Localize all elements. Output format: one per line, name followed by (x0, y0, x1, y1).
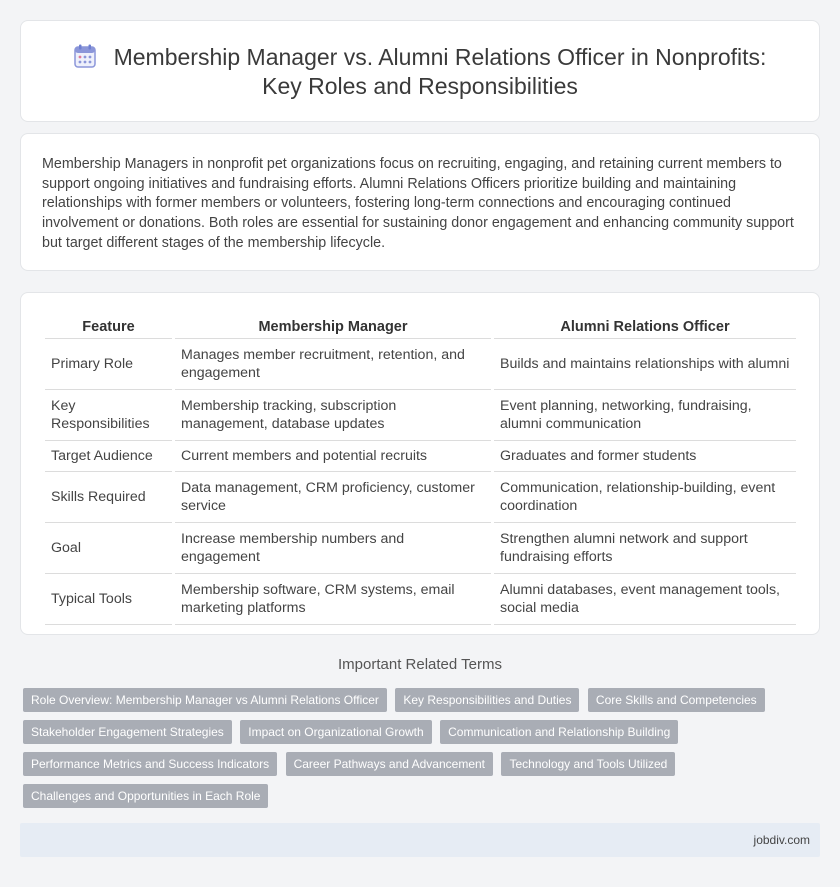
title-line-1: Membership Manager vs. Alumni Relations Officer in Nonprofits: (113, 44, 767, 70)
term-tag[interactable]: Technology and Tools Utilized (501, 752, 675, 776)
row-membership-manager: Current members and potential recruits (175, 441, 491, 472)
footer-site-link[interactable]: jobdiv.com (753, 833, 810, 847)
row-alumni-relations-officer: Strengthen alumni network and support fundraising efforts (494, 523, 796, 574)
title-line-2: Key Roles and Responsibilities (262, 73, 578, 99)
term-tag[interactable]: Stakeholder Engagement Strategies (23, 720, 232, 744)
term-tag[interactable]: Challenges and Opportunities in Each Role (23, 784, 268, 808)
row-alumni-relations-officer: Graduates and former students (494, 441, 796, 472)
term-tag[interactable]: Impact on Organizational Growth (240, 720, 431, 744)
row-feature: Key Responsibilities (45, 390, 172, 441)
row-feature: Skills Required (45, 472, 172, 523)
comparison-card (20, 292, 820, 635)
intro-paragraph: Membership Managers in nonprofit pet organizations focus on recruiting, engaging, and retaining current members to support ongoing initiatives and fundraising efforts. Alumni Relations Officers prioritize building and maintaining relationships with former members or volunteers, fostering long-term connections and encouraging continued involvement or donations. Both roles are essential for sustaining donor engagement and enhancing community support but target different stages of the membership lifecycle. (42, 156, 794, 251)
term-tag[interactable]: Career Pathways and Advancement (286, 752, 493, 776)
term-tag[interactable]: Performance Metrics and Success Indicators (23, 752, 277, 776)
intro-card (20, 133, 820, 271)
table-row (45, 523, 796, 574)
related-terms-title: Important Related Terms (338, 656, 502, 673)
term-tag[interactable]: Role Overview: Membership Manager vs Alumni Relations Officer (23, 688, 387, 712)
row-alumni-relations-officer: Builds and maintains relationships with alumni (494, 339, 796, 390)
page-title (51, 43, 789, 101)
row-membership-manager: Data management, CRM proficiency, customer service (175, 472, 491, 523)
row-membership-manager: Membership tracking, subscription management, database updates (175, 390, 491, 441)
row-membership-manager: Manages member recruitment, retention, and engagement (175, 339, 491, 390)
row-feature: Typical Tools (45, 574, 172, 625)
comparison-table (42, 317, 799, 625)
row-alumni-relations-officer: Alumni databases, event management tools, social media (494, 574, 796, 625)
row-feature: Target Audience (45, 441, 172, 472)
table-row (45, 339, 796, 390)
table-header-row (45, 317, 796, 339)
table-row (45, 472, 796, 523)
calendar-icon (74, 44, 96, 68)
row-alumni-relations-officer: Event planning, networking, fundraising, alumni communication (494, 390, 796, 441)
table-row (45, 574, 796, 625)
header-feature: Feature (45, 317, 172, 339)
row-membership-manager: Increase membership numbers and engagement (175, 523, 491, 574)
term-tag[interactable]: Key Responsibilities and Duties (395, 688, 579, 712)
row-feature: Primary Role (45, 339, 172, 390)
row-membership-manager: Membership software, CRM systems, email marketing platforms (175, 574, 491, 625)
row-feature: Goal (45, 523, 172, 574)
row-alumni-relations-officer: Communication, relationship-building, event coordination (494, 472, 796, 523)
term-tag[interactable]: Core Skills and Competencies (588, 688, 765, 712)
term-tag[interactable]: Communication and Relationship Building (440, 720, 678, 744)
header-membership-manager: Membership Manager (175, 317, 491, 339)
table-row (45, 390, 796, 441)
table-row (45, 441, 796, 472)
related-terms-list (23, 688, 813, 816)
footer (20, 823, 820, 857)
header-card (20, 20, 820, 122)
header-alumni-relations-officer: Alumni Relations Officer (494, 317, 796, 339)
